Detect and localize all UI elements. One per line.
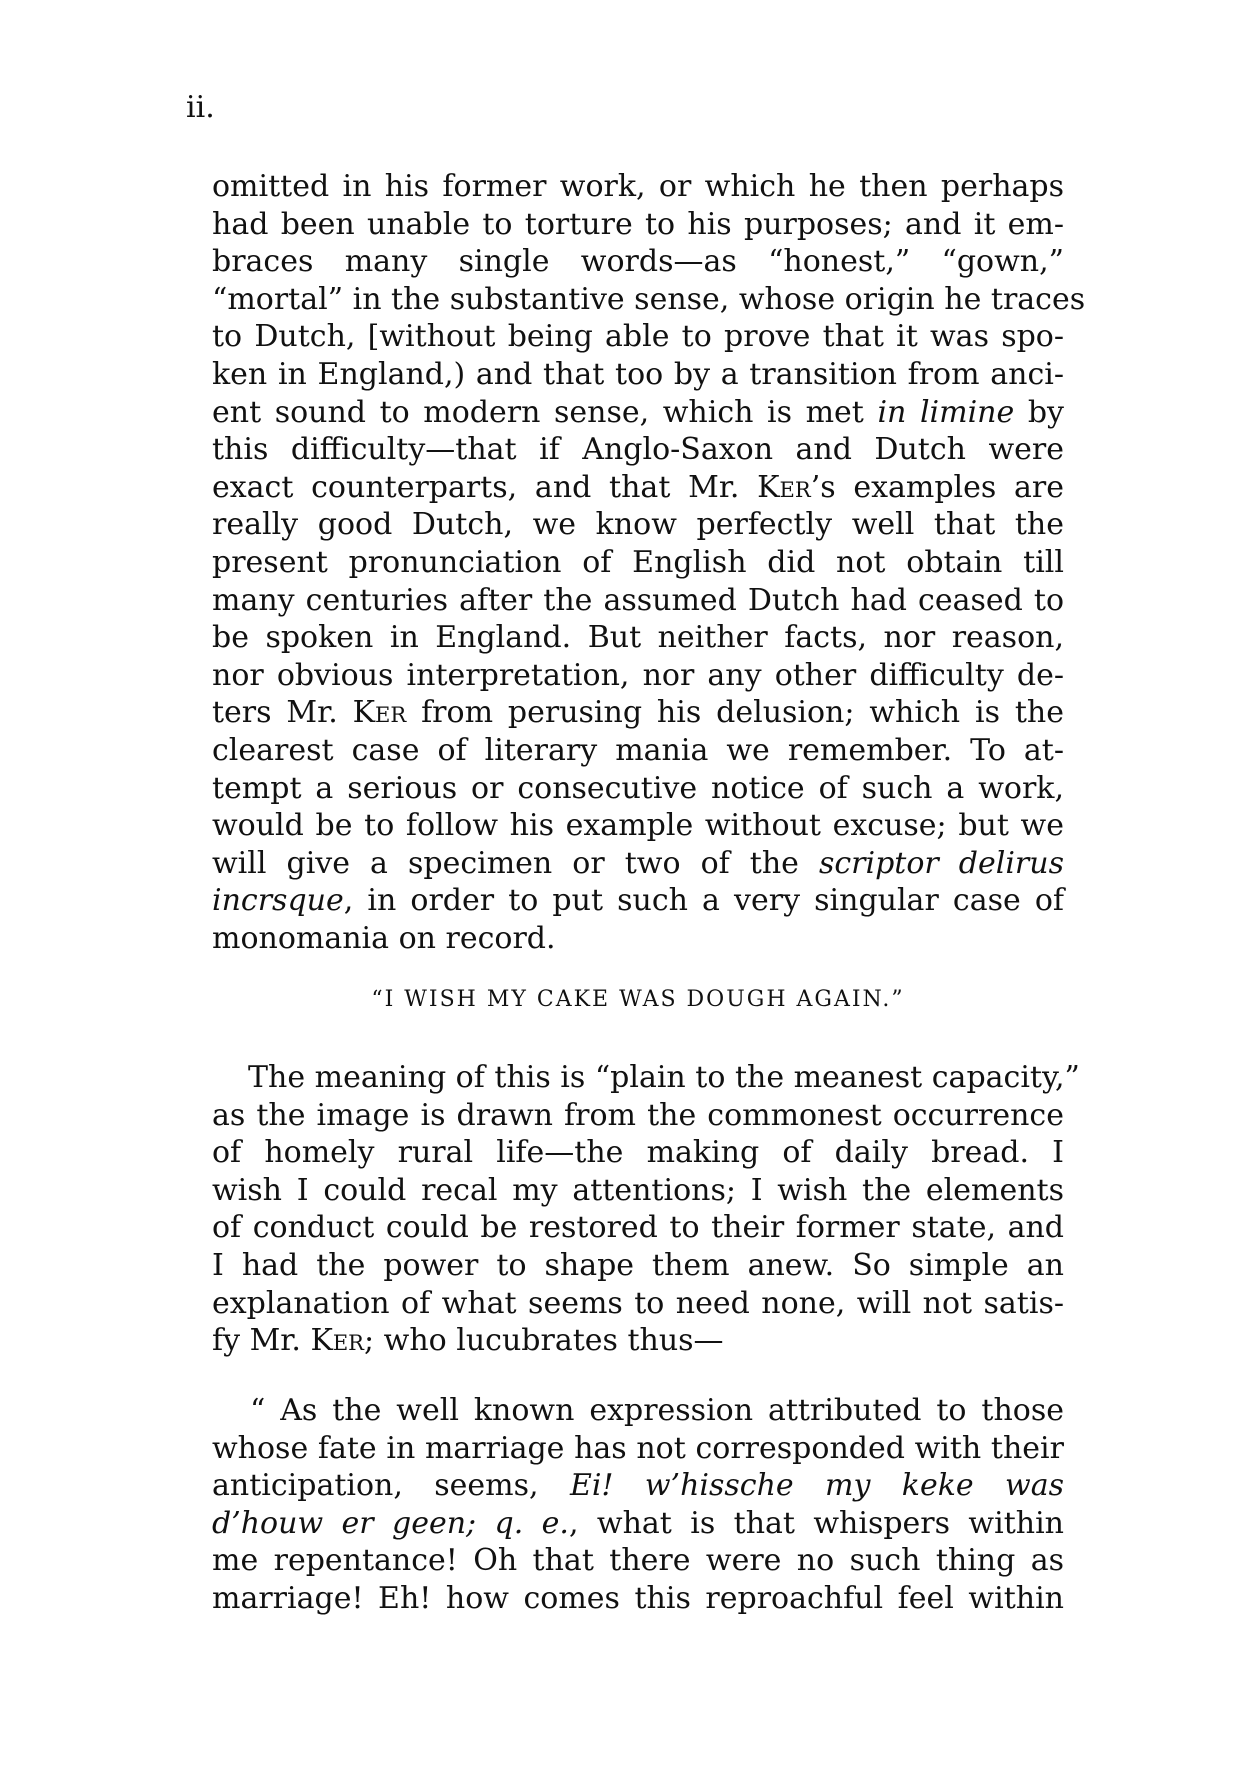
text-line: braces many single words—as “honest,” “gown,” [212,244,1064,280]
author-name: Ker [757,469,811,505]
text-run: ters Mr. [212,695,353,731]
text-run: , in order to put such a very singular case of [343,883,1064,919]
text-line: to Dutch, [without being able to prove that it was spo- [212,319,1064,355]
text-line [212,845,1064,883]
text-line: omitted in his former work, or which he then perhaps [212,169,1064,204]
text-line: this difficulty—that if Anglo-Saxon and Dutch were [212,432,1064,468]
section-heading: “I WISH MY CAKE WAS DOUGH AGAIN.” [371,987,905,1012]
text-line [212,1505,1064,1543]
text-line [212,694,1064,732]
text-line: had been unable to torture to his purposes; and it em- [212,206,1064,242]
text-line: of homely rural life—the making of daily bread. I [212,1135,1064,1171]
italic-phrase: d’houw er geen; q. e. [212,1505,569,1541]
text-line [212,469,1064,507]
text-line: whose fate in marriage has not corresponded with their [212,1430,1064,1466]
text-line: explanation of what seems to need none, will not satis- [212,1285,1064,1321]
text-run: by [1014,394,1064,430]
text-line: present pronunciation of English did not obtain till [212,544,1064,580]
text-run: anticipation, seems, [212,1468,570,1504]
text-run: ’s examples are [810,469,1064,505]
text-line: The meaning of this is “plain to the meanest capacity,” [248,1060,1080,1095]
body-paragraph-2 [212,1059,1080,1360]
text-line: of conduct could be restored to their former state, and [212,1210,1064,1246]
text-run: ; who lucubrates thus— [364,1323,724,1359]
quoted-paragraph [212,1392,1064,1618]
italic-phrase: incrsque [212,883,344,919]
text-line: monomania on record. [212,920,556,956]
text-line: many centuries after the assumed Dutch had ceased to [212,582,1064,618]
italic-phrase: scriptor delirus [818,845,1064,881]
text-line [212,394,1064,432]
text-line: be spoken in England. But neither facts, nor reason, [212,620,1064,656]
italic-phrase: in limine [877,394,1015,430]
text-line: really good Dutch, we know perfectly well that the [212,507,1064,543]
text-run: from perusing his delusion; which is the [406,695,1064,731]
italic-phrase: Ei! w’hissche my keke was [569,1468,1064,1504]
text-line: wish I could recal my attentions; I wish the elements [212,1172,1064,1208]
text-line [212,882,1064,920]
text-line: nor obvious interpretation, nor any other difficulty de- [212,657,1064,693]
text-line: clearest case of literary mania we remember. To at- [212,732,1064,768]
text-line [212,1467,1064,1505]
text-line: “ As the well known expression attributed to those [250,1393,1064,1428]
author-name: Ker [310,1323,364,1359]
text-line: I had the power to shape them anew. So simple an [212,1247,1064,1283]
text-line: ken in England,) and that too by a transition from anci- [212,356,1064,392]
text-line: as the image is drawn from the commonest occurrence [212,1097,1064,1133]
text-line: tempt a serious or consecutive notice of such a work, [212,770,1064,806]
text-run: exact counterparts, and that Mr. [212,469,758,505]
page-number: ii. [186,90,215,125]
text-run: , what is that whispers within [568,1505,1064,1541]
text-line: me repentance! Oh that there were no such thing as [212,1543,1064,1579]
text-line: “mortal” in the substantive sense, whose origin he traces [212,281,1086,317]
text-line: marriage! Eh! how comes this reproachful feel within [212,1580,1064,1616]
text-run: will give a specimen or two of the [212,845,819,881]
text-line: would be to follow his example without excuse; but we [212,808,1064,844]
body-paragraph-1 [212,168,1086,957]
text-line [212,1322,1064,1360]
author-name: Ker [352,695,407,731]
text-run: ent sound to modern sense, which is met [212,394,878,430]
text-run: fy Mr. [212,1323,311,1359]
